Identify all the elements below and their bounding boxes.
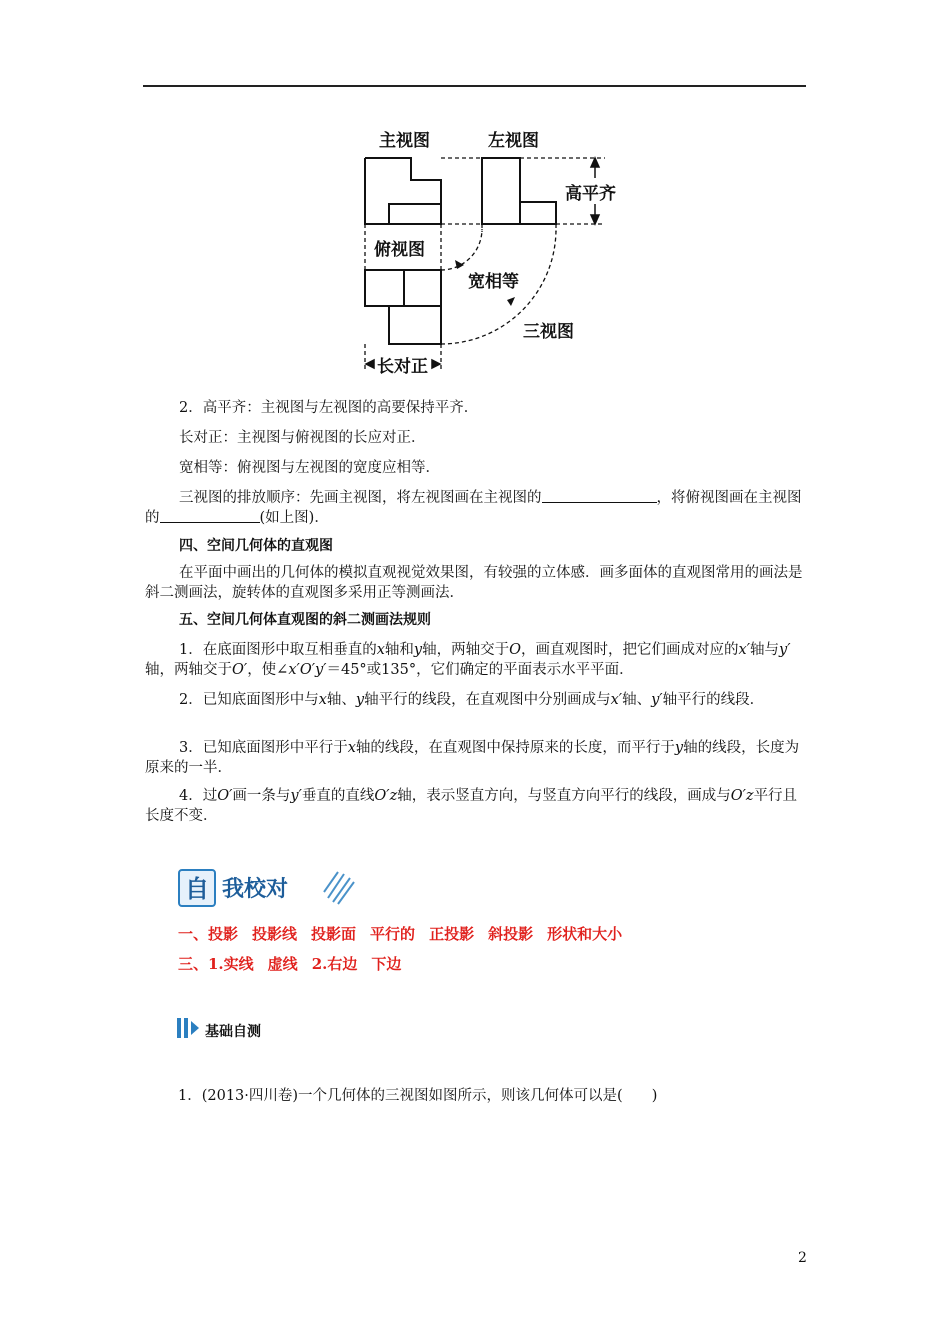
three-views-label: 三视图 [523,322,574,342]
para-width-text: 宽相等：俯视图与左视图的宽度应相等． [179,460,440,476]
front-view-shape [365,158,441,224]
self-check-banner [178,868,358,910]
brush-stroke-icon [324,872,354,904]
page-number: 2 [798,1250,807,1266]
section-title: 基础自测 [205,1024,261,1040]
three-view-figure [355,120,645,380]
heading-5: 五、空间几何体直观图的斜二测画法规则 [179,612,431,628]
para-length-text: 长对正：主视图与俯视图的长应对正． [179,430,426,446]
length-aligned-label: 长对正 [377,357,428,377]
para-intuitive: 在平面中画出的几何体的模拟直观视觉效果图，有较强的立体感．画多面体的直观图常用的画法是斜二测画法，旋转体的直观图多采用正等测画法． [145,565,803,601]
section-bar-icon-2 [184,1018,188,1038]
para-height-text: 2．高平齐：主视图与左视图的高要保持平齐． [179,400,479,416]
high-level-label: 高平齐 [565,184,616,204]
header-rule [143,85,806,87]
front-view-label: 主视图 [379,131,430,151]
rule-3: 3．已知底面图形中平行于x轴的线段，在直观图中保持原来的长度，而平行于y轴的线段，长度为原来的一半． [145,740,800,776]
left-view-label: 左视图 [488,131,539,151]
rule-4: 4．过O′画一条与y′垂直的直线O′z轴，表示竖直方向，与竖直方向平行的线段，画成与O′z平行且长度不变． [145,788,798,824]
para-length [145,428,806,448]
question-1: 1．(2013·四川卷)一个几何体的三视图如图所示，则该几何体可以是( ) [178,1088,658,1104]
heading-4: 四、空间几何体的直观图 [179,538,333,554]
answers-row-1: 一、投影 投影线 投影面 平行的 正投影 斜投影 形状和大小 [178,925,623,943]
fill-blank-1 [542,488,657,503]
self-check-graphic [178,868,358,910]
top-view-shape [365,270,441,344]
rule-2: 2．已知底面图形中与x轴、y轴平行的线段，在直观图中分别画成与x′轴、y′轴平行的线段． [179,692,765,708]
top-view-label: 俯视图 [374,240,425,260]
self-check-rest: 我校对 [222,877,289,902]
para-width [145,458,806,478]
section-bar-icon [177,1018,181,1038]
fill-blank-2 [160,508,260,523]
left-view-shape [482,158,556,224]
width-equal-label: 宽相等 [468,272,519,292]
para-arrangement: 三视图的排放顺序：先画主视图，将左视图画在主视图的 ，将俯视图画在主视图的 (如上图)． [145,490,802,526]
para-height [145,398,806,418]
section-arrow-icon [191,1018,199,1038]
three-view-diagram [355,120,645,380]
rule-1: 1．在底面图形中取互相垂直的x轴和y轴，两轴交于O，画直观图时，把它们画成对应的x′轴与y′轴，两轴交于O′，使∠x′O′y′＝45°或135°，它们确定的平面表示水平平面． [145,642,791,678]
self-check-char1: 自 [185,875,209,903]
answers-row-2: 三、1.实线 虚线 2.右边 下边 [178,955,402,973]
